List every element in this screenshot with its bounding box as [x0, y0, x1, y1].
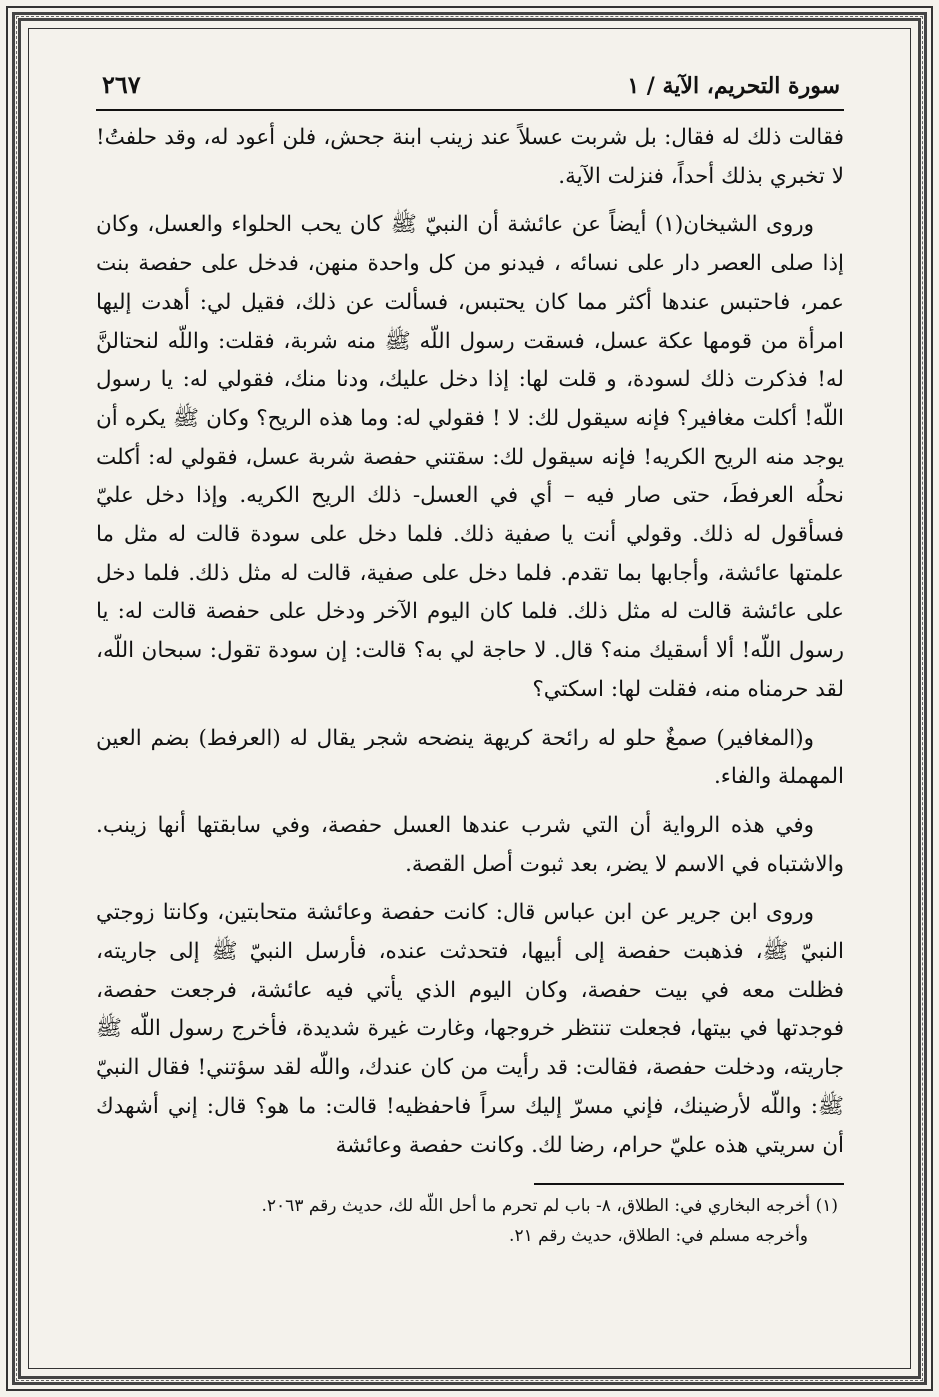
paragraph-2: وروى الشيخان(١) أيضاً عن عائشة أن النبيّ ﷺ كان يحب الحلواء والعسل، وكان إذا صلى العصر دار على نسائه ، فيدنو من كل واحدة منهن، فدخل على حفصة بنت عمر، فاحتبس عندها أكثر مما كان يحتبس، فسألت عن ذلك، فقيل لي: أهدت إليها امرأة من قومها عكة عسل، فسقت رسول اللّه ﷺ منه شربة، فقلت: واللّه لنحتالنَّ له! فذكرت ذلك لسودة، و قلت لها: إذا دخل عليك، ودنا منك، فقولي له: يا رسول اللّه! أكلت مغافير؟ فإنه سيقول لك: لا ! فقولي له: وما هذه الريح؟ وكان ﷺ يكره أن يوجد منه الريح الكريه! فإنه سيقول لك: سقتني حفصة شربة عسل، فقولي له: أكلت نحلُه العرفطَ، حتى صار فيه – أي في العسل- ذلك الريح الكريه. وإذا دخل عليّ فسأقول له ذلك. وقولي أنت يا صفية ذلك. فلما دخل على سودة قالت له مثل ما علمتها عائشة، وأجابها بما تقدم. فلما دخل على صفية، قالت له مثل ذلك. فلما دخل على عائشة قالت له مثل ذلك. فلما كان اليوم الآخر ودخل على حفصة قالت له: يا رسول اللّه! ألا أسقيك منه؟ قال. لا حاجة لي به؟ قالت: إن سودة تقول: سبحان اللّه، لقد حرمناه منه، فقلت لها: اسكتي؟	[96, 212, 844, 702]
surah-title: سورة التحريم، الآية / ١	[627, 73, 840, 99]
paragraph-4: وفي هذه الرواية أن التي شرب عندها العسل حفصة، وفي سابقتها أنها زينب. والاشتباه في الاسم لا يضر، بعد ثبوت أصل القصة.	[96, 812, 844, 877]
paragraph-3: و(المغافير) صمغٌ حلو له رائحة كريهة ينضحه شجر يقال له (العرفط) بضم العين المهملة والفاء.	[96, 725, 844, 790]
running-header	[96, 70, 844, 111]
footnote-1-continuation: وأخرجه مسلم في: الطلاق، حديث رقم ٢١.	[509, 1226, 808, 1247]
paragraph-1: فقالت ذلك له فقال: بل شربت عسلاً عند زينب ابنة جحش، فلن أعود له، وقد حلفتُ! لا تخبري بذلك أحداً، فنزلت الآية.	[96, 125, 844, 189]
footnote-separator	[534, 1183, 844, 1185]
footnote-1: (١) أخرجه البخاري في: الطلاق، ٨- باب لم تحرم ما أحل اللّه لك، حديث رقم ٢٠٦٣.	[261, 1196, 838, 1217]
paragraph-5: وروى ابن جرير عن ابن عباس قال: كانت حفصة وعائشة متحابتين، وكانتا زوجتي النبيّ ﷺ، فذهبت حفصة إلى أبيها، فتحدثت عنده، فأرسل النبيّ ﷺ إلى جاريته، فظلت معه في بيت حفصة، وكان اليوم الذي يأتي فيه عائشة، فرجعت حفصة، فوجدتها في بيتها، فجعلت تنتظر خروجها، وغارت غيرة شديدة، فأخرج رسول اللّه ﷺ جاريته، ودخلت حفصة، فقالت: قد رأيت من كان عندك، واللّه لقد سؤتني! فقال النبيّ ﷺ: واللّه لأرضينك، فإني مسرّ إليك سراً فاحفظيه! قالت: ما هو؟ قال: إني أشهدك أن سريتي هذه عليّ حرام، رضا لك. وكانت حفصة وعائشة	[96, 900, 844, 1158]
footnotes	[96, 1191, 844, 1251]
page-number: ٢٦٧	[102, 70, 141, 99]
page-content	[96, 70, 844, 1251]
